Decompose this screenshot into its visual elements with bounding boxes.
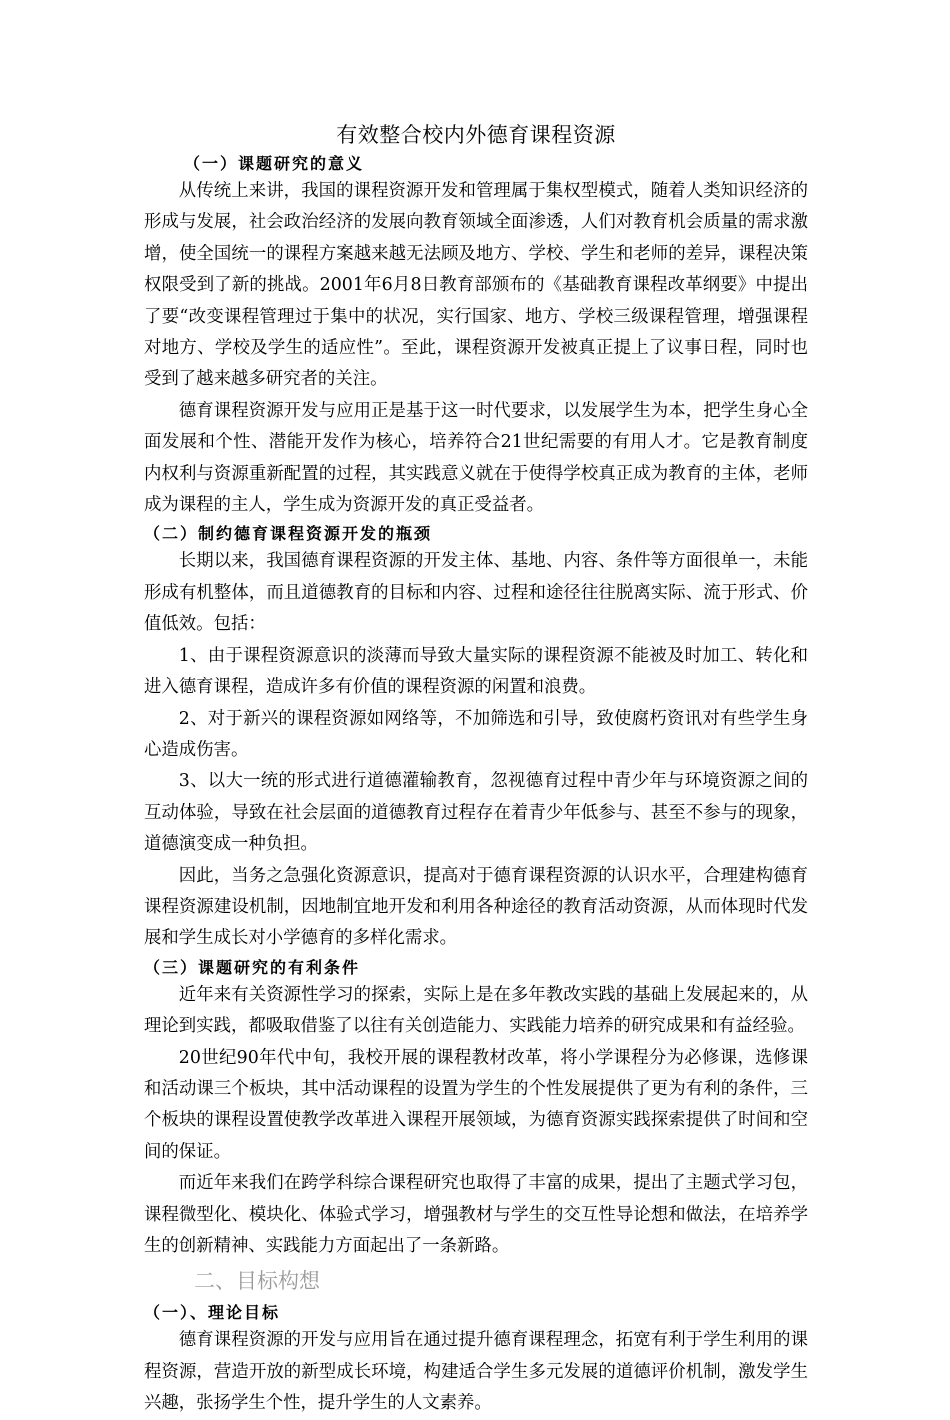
paragraph: 长期以来，我国德育课程资源的开发主体、基地、内容、条件等方面很单一，未能形成有机整体，而且道德教育的目标和内容、过程和途径往往脱离实际、流于形式、价值低效。包括： bbox=[144, 551, 808, 635]
section-heading-significance: （一）课题研究的意义 bbox=[184, 154, 365, 173]
paragraph: 因此，当务之急强化资源意识，提高对于德育课程资源的认识水平，合理建构德育课程资源建设机制，因地制宜地开发和利用各种途径的教育活动资源，从而体现时代发展和学生成长对小学德育的多样化需求。 bbox=[144, 865, 808, 949]
paragraph: 2、对于新兴的课程资源如网络等，不加筛选和引导，致使腐朽资讯对有些学生身心造成伤害。 bbox=[144, 708, 808, 760]
paragraph: 德育课程资源开发与应用正是基于这一时代要求，以发展学生为本，把学生身心全面发展和个性、潜能开发作为核心，培养符合21世纪需要的有用人才。它是教育制度内权利与资源重新配置的过程，其实践意义就在于使得学校真正成为教育的主体，老师成为课程的主人，学生成为资源开发的真正受益者。 bbox=[144, 400, 808, 516]
document-title: 有效整合校内外德育课程资源 bbox=[336, 123, 616, 147]
paragraph: 1、由于课程资源意识的淡薄而导致大量实际的课程资源不能被及时加工、转化和进入德育课程，造成许多有价值的课程资源的闲置和浪费。 bbox=[144, 645, 808, 698]
paragraph: 而近年来我们在跨学科综合课程研究也取得了丰富的成果，提出了主题式学习包，课程微型化、模块化、体验式学习，增强教材与学生的交互性导论想和做法，在培养学生的创新精神、实践能力方面起出了一条新路。 bbox=[144, 1173, 808, 1256]
section-heading-theory-goals: （一）、理论目标 bbox=[144, 1303, 281, 1323]
paragraph: 近年来有关资源性学习的探索，实际上是在多年教改实践的基础上发展起来的，从理论到实践，都吸取借鉴了以往有关创造能力、实践能力培养的研究成果和有益经验。 bbox=[144, 984, 808, 1037]
part-heading-goals: 二、目标构想 bbox=[194, 1269, 320, 1294]
paragraph: 3、以大一统的形式进行道德灌输教育，忽视德育过程中青少年与环境资源之间的互动体验，导致在社会层面的道德教育过程存在着青少年低参与、甚至不参与的现象，道德演变成一种负担。 bbox=[144, 771, 808, 855]
section-heading-favorable-conditions: （三）课题研究的有利条件 bbox=[144, 957, 361, 977]
paragraph: 从传统上来讲，我国的课程资源开发和管理属于集权型模式，随着人类知识经济的形成与发展，社会政治经济的发展向教育领域全面渗透，人们对教育机会质量的需求激增，使全国统一的课程方案越来越无法顾及地方、学校、学生和老师的差异，课程决策权限受到了新的挑战。2001年6月8日教育部颁布的《基础教育课程改革纲要》中提出了要“改变课程管理过于集中的状况，实行国家、地方、学校三级课程管理，增强课程对地方、学校及学生的适应性”。至此，课程资源开发被真正提上了议事日程，同时也受到了越来越多研究者的关注。 bbox=[144, 181, 808, 390]
paragraph: 德育课程资源的开发与应用旨在通过提升德育课程理念，拓宽有利于学生利用的课程资源，营造开放的新型成长环境，构建适合学生多元发展的道德评价机制，激发学生兴趣，张扬学生个性，提升学生的人文素养。 bbox=[144, 1330, 808, 1414]
paragraph: 20世纪90年代中旬，我校开展的课程教材改革，将小学课程分为必修课，选修课和活动课三个板块，其中活动课程的设置为学生的个性发展提供了更为有利的条件，三个板块的课程设置使教学改革进入课程开展领域，为德育资源实践探索提供了时间和空间的保证。 bbox=[144, 1047, 808, 1162]
document-body bbox=[144, 119, 808, 1420]
section-heading-bottleneck: （二）制约德育课程资源开发的瓶颈 bbox=[144, 524, 433, 544]
